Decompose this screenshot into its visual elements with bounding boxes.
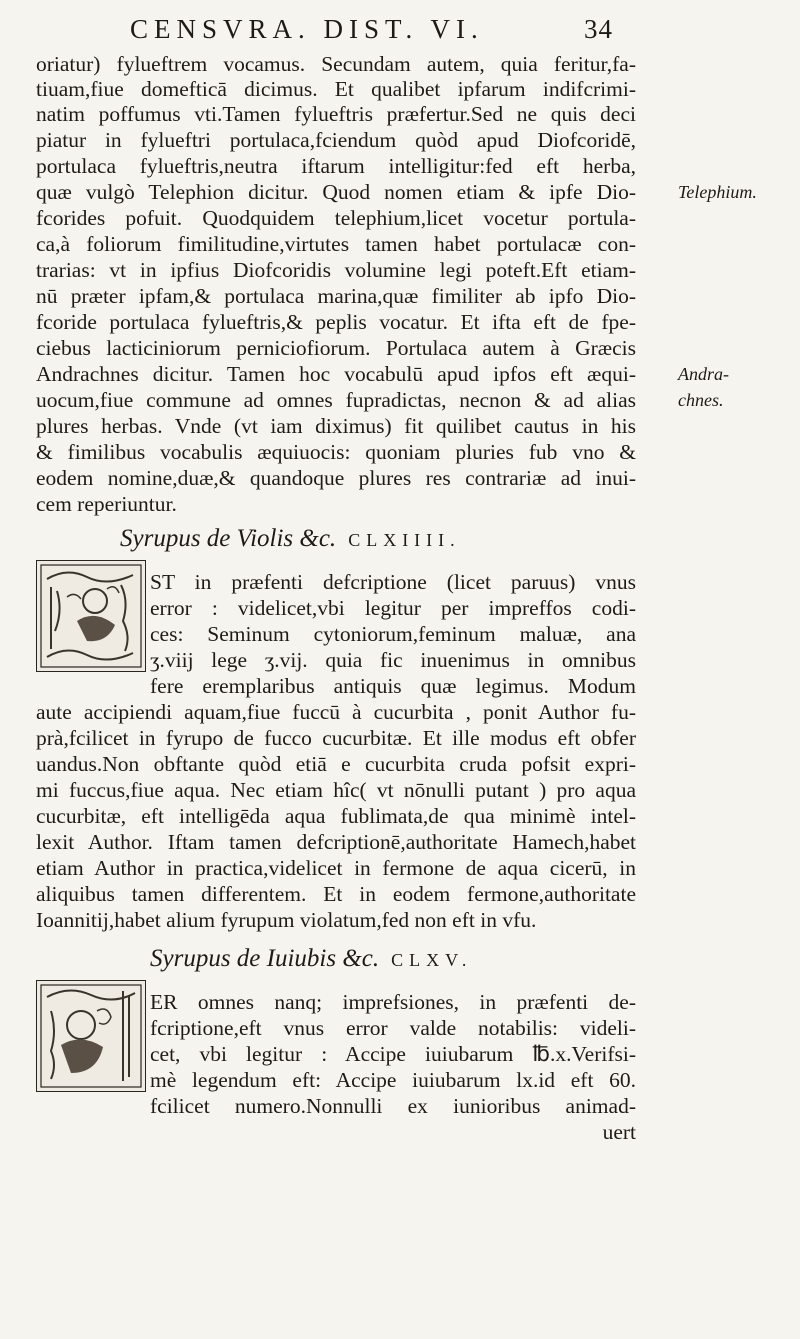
text-line: ca,à foliorum fimilitudine,virtutes tamen habet portulacæ con- (36, 232, 636, 256)
text-line: mi fuccus,fiue aqua. Nec etiam hîc( vt nōnulli putant ) pro aqua (36, 778, 636, 802)
catchword: uert (602, 1120, 636, 1144)
text-line: trarias: vt in ipfius Diofcoridis volumine legi poteft.Eft etiam- (36, 258, 636, 282)
text-line: ER omnes nanq; imprefsiones, in præfenti de- (150, 990, 636, 1014)
text-line: aute accipiendi aquam,fiue fuccū à cucurbita , ponit Author fu- (36, 700, 636, 724)
text-line: cem reperiuntur. (36, 492, 177, 516)
text-line: & fimilibus vocabulis æquiuocis: quoniam pluries fub vno & (36, 440, 636, 464)
text-line: Ioannitij,habet alium fyrupum violatum,fed non eft in vfu. (36, 908, 537, 932)
section-heading (150, 945, 472, 973)
text-line: eodem nomine,duæ,& quandoque plures res contrariæ ad inui- (36, 466, 636, 490)
text-line: Andrachnes dicitur. Tamen hoc vocabulū apud ipfos eft æqui- (36, 362, 636, 386)
ornament-icon (37, 981, 145, 1091)
text-line: ST in præfenti defcriptione (licet paruus) vnus (150, 570, 636, 594)
running-head-title: CENSVRA. DIST. VI. (130, 14, 484, 44)
text-line: cucurbitæ, eft intelligēda aqua fublimata,de qua minimè intel- (36, 804, 636, 828)
text-line: ces: Seminum cytoniorum,feminum maluæ, ana (150, 622, 636, 646)
text-line: oriatur) fylueftrem vocamus. Secundam autem, quia feritur,fa- (36, 52, 636, 76)
text-line: fere eremplaribus antiquis quæ legimus. Modum (150, 674, 636, 698)
margin-note: Telephium. (678, 182, 757, 202)
text-line: natim poffumus vti.Tamen fylueftris præfertur.Sed ne quis deci (36, 102, 636, 126)
section-heading (120, 525, 461, 553)
text-line: mè legendum eft: Accipe iuiubarum lx.id eft 60. (150, 1068, 636, 1092)
text-line: fcilicet numero.Nonnulli ex iunioribus animad- (150, 1094, 636, 1118)
text-line: plures herbas. Vnde (vt iam diximus) fit quilibet cautus in his (36, 414, 636, 438)
text-line: nū præter ipfam,& portulaca marina,quæ fimiliter ab ipfo Dio- (36, 284, 636, 308)
text-line: etiam Author in practica,videlicet in fermone de aqua cicerū, in (36, 856, 636, 880)
text-line: lexit Author. Iftam tamen defcriptionē,authoritate Hamech,habet (36, 830, 636, 854)
decorated-initial-e (36, 560, 146, 672)
text-line: uocum,fiue commune ad omnes fupradictas, necnon & ad alias (36, 388, 636, 412)
text-line: aliquibus tamen differentem. Et in eodem fermone,authoritate (36, 882, 636, 906)
text-line: ciebus lacticiniorum perniciofiorum. Portulaca autem à Græcis (36, 336, 636, 360)
heading-title: Syrupus de Iuiubis &c. (150, 945, 380, 972)
text-line: quæ vulgò Telephion dicitur. Quod nomen etiam & ipfe Dio- (36, 180, 636, 204)
text-line: uandus.Non obftante quòd etiā e cucurbita cruda pofsit expri- (36, 752, 636, 776)
text-line: portulaca fylueftris,neutra iftarum intelligitur:fed eft herba, (36, 154, 636, 178)
margin-note: chnes. (678, 390, 724, 410)
page-number: 34 (584, 14, 613, 44)
decorated-initial-p (36, 980, 146, 1092)
text-line: tiuam,fiue domefticā dicimus. Et qualibet ipfarum indifcrimi- (36, 77, 636, 101)
ornament-icon (37, 561, 145, 671)
text-line: fcoride portulaca fylueftris,& peplis vocatur. Et ifta eft de fpe- (36, 310, 636, 334)
text-line: ʒ.viij lege ʒ.vij. quia fic inuenimus in omnibus (150, 648, 636, 672)
running-head (130, 14, 750, 45)
text-line: cet, vbi legitur : Accipe iuiubarum ℔.x.Verifsi- (150, 1042, 636, 1066)
text-line: error : videlicet,vbi legitur per impreffos codi- (150, 596, 636, 620)
heading-number: CLXIIII. (348, 530, 461, 550)
heading-number: CLXV. (391, 950, 473, 970)
text-line: piatur in fylueftri portulaca,fciendum quòd apud Diofcoridē, (36, 128, 636, 152)
margin-note: Andra- (678, 364, 729, 384)
text-line: fcriptione,eft vnus error valde notabilis: videli- (150, 1016, 636, 1040)
text-line: prà,fcilicet in fyrupo de fucco cucurbitæ. Et ille modus eft obfer (36, 726, 636, 750)
heading-title: Syrupus de Violis &c. (120, 525, 337, 552)
text-line: fcorides pofuit. Quodquidem telephium,licet vocetur portula- (36, 206, 636, 230)
